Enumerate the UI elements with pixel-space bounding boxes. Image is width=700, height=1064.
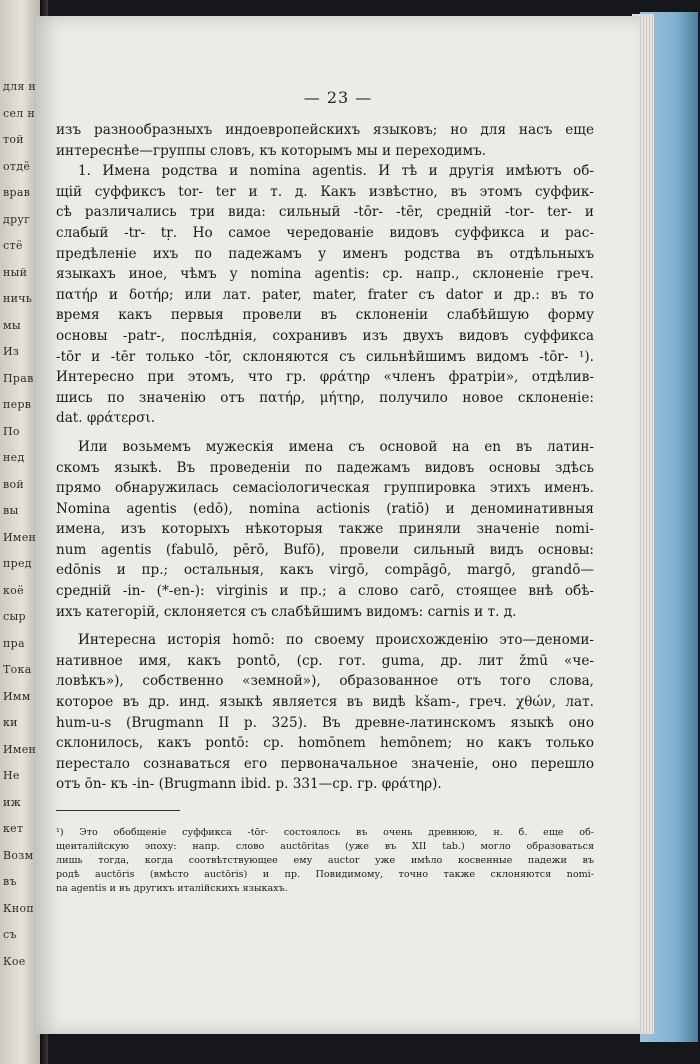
- left-page-line: отдё: [3, 159, 31, 173]
- text-line: отъ ōn- къ -in- (Brugmann ibid. p. 331—ср. гр. φράτηρ).: [56, 776, 442, 793]
- left-page-line: Не: [3, 769, 20, 782]
- left-page-line: вой: [3, 477, 25, 491]
- text-line: изъ разнообразныхъ индоевропейскихъ языковъ; но для насъ еще: [56, 122, 594, 138]
- text-line: нативное имя, какъ pontō, (ср. гот. guma, др. лит žmū «че-: [56, 652, 594, 669]
- footnote-line: лишь тогда, когда соотвѣтствующее ему auctor уже имѣло косвенные падежи въ: [56, 855, 594, 866]
- left-page-line: По: [3, 424, 20, 438]
- left-page-line: коё: [3, 583, 24, 597]
- text-line: Интересна исторія homō: по своему происхожденію это—деноми-: [78, 632, 594, 649]
- text-line: прямо обнаружилась семасіологическая группировка этихъ именъ.: [56, 480, 594, 497]
- text-line: Nomina agentis (edō), nomina actionis (ratiō) и деноминативныя: [56, 500, 594, 517]
- text-line: шись по значенію отъ πατήρ, μήτηρ, получило новое склоненіе:: [56, 389, 594, 406]
- left-page-line: друг: [3, 212, 31, 226]
- left-page-line: сыр: [3, 610, 26, 623]
- text-line: ихъ категорій, склоняется съ слабѣйшимъ видомъ: carnis и т. д.: [56, 603, 517, 620]
- left-page-line: той: [3, 133, 24, 146]
- left-page-line: нед: [3, 451, 25, 464]
- left-page-line: пред: [3, 557, 32, 570]
- previous-page-edge: [0, 0, 40, 1064]
- left-page-line: сел н: [3, 106, 35, 120]
- left-page-line: Кноп: [3, 901, 34, 915]
- left-page-line: Тока: [3, 663, 32, 676]
- text-line: средній -in- (*-en-): virginis и пр.; а слово carō, стоящее внѣ обѣ-: [56, 583, 594, 600]
- footnote: [56, 826, 594, 896]
- left-page-line: кет: [3, 822, 24, 835]
- text-line: щій суффиксъ tor- ter и т. д. Какъ извѣстно, въ этомъ суффик-: [56, 183, 594, 200]
- left-page-line: Возм: [3, 848, 34, 862]
- text-line: основы -patr-, послѣднія, сохранивъ изъ двухъ видовъ суффикса: [56, 327, 594, 344]
- text-line: которое въ др. инд. языкѣ является въ видѣ kšam-, греч. χθών, лат.: [56, 694, 594, 711]
- text-line: Интересно при этомъ, что гр. φράτηρ «членъ фратріи», отдѣлив-: [56, 369, 594, 386]
- book-page: [36, 16, 640, 1034]
- left-page-line: Кое: [3, 954, 26, 968]
- left-page-line: ки: [3, 716, 18, 729]
- paragraph-gap: [56, 429, 594, 437]
- left-page-line: ничь: [3, 292, 33, 305]
- text-line: edōnis и пр.; остальныя, какъ virgō, compāgō, margō, grandō—: [56, 562, 594, 579]
- text-line: πατήρ и δοτήρ; или лат. pater, mater, frater съ dator и др.: въ то: [56, 286, 594, 303]
- text-line: сѣ различались три вида: сильный -tōr- -tēr, средній -tor- ter- и: [56, 204, 594, 221]
- left-page-line: въ: [3, 875, 17, 888]
- text-line: -tōr и -tēr только -tōr, склоняются съ сильнѣйшимъ видомъ -tōr- ¹).: [56, 348, 594, 365]
- text-line: интереснѣе—группы словъ, къ которымъ мы и переходимъ.: [56, 142, 487, 159]
- text-line: языкахъ иное, чѣмъ у nomina agentis: ср. напр., склоненіе греч.: [56, 266, 594, 283]
- left-page-line: иж: [3, 795, 22, 809]
- left-page-line: Имен: [3, 742, 37, 756]
- paragraph-gap: [56, 622, 594, 630]
- footnote-line: щеиталійскую эпоху: напр. слово auctōritas (уже въ XII tab.) могло образоваться: [56, 841, 594, 852]
- footnote-line: na agentis и въ другихъ италійскихъ языкахъ.: [56, 883, 288, 894]
- left-page-line: перв: [3, 398, 32, 411]
- left-page-line: Имен: [3, 530, 37, 544]
- left-page-line: мы: [3, 318, 21, 332]
- left-page-line: пра: [3, 636, 25, 650]
- left-page-line: стё: [3, 239, 23, 252]
- text-line: слабый -tr- tṛ. Но самое чередованіе видовъ суффикса и рас-: [56, 224, 594, 241]
- text-line: перестало сознаваться его первоначальное значеніе, оно перешло: [56, 755, 594, 772]
- left-page-line: Из: [3, 345, 20, 358]
- left-page-line: Имм: [3, 689, 31, 703]
- text-line: скомъ языкѣ. Въ проведеніи по падежамъ видовъ основы здѣсь: [56, 459, 594, 476]
- left-page-line: съ: [3, 928, 17, 941]
- footnote-rule: [56, 810, 180, 811]
- text-line: 1. Имена родства и nomina agentis. И тѣ и другія имѣютъ об-: [78, 163, 594, 180]
- page-number: — 23 —: [303, 88, 373, 107]
- left-page-line: для н: [3, 80, 37, 93]
- text-line: время какъ первыя провели въ склоненіи слабѣйшую форму: [56, 307, 594, 324]
- footnote-line: ¹) Это обобщеніе суффикса -tōr- состоялось въ очень древнюю, н. б. еще об-: [56, 827, 594, 838]
- text-line: ловѣкъ»), собственно «земной»), образованное отъ того слова,: [56, 673, 594, 690]
- footnote-line: родѣ auctōris (вмѣсто auctōris) и пр. Повидимому, точно также склоняются nomi-: [56, 869, 594, 880]
- left-page-line: Прав: [3, 371, 34, 385]
- left-page-line: вы: [3, 504, 19, 517]
- text-line: dat. φράτερσι.: [56, 410, 156, 427]
- text-line: hum-u-s (Brugmann II p. 325). Въ древне-латинскомъ языкѣ оно: [56, 714, 594, 731]
- text-line: склонилось, какъ pontō: ср. homōnem hemōnem; но какъ только: [56, 735, 594, 752]
- text-line: имена, изъ которыхъ нѣкоторыя также приняли значеніе nomi-: [56, 521, 594, 538]
- text-line: Или возьмемъ мужескія имена съ основой на en въ латин-: [78, 438, 594, 455]
- left-page-line: врав: [3, 186, 31, 199]
- main-text: [56, 120, 594, 795]
- left-page-line: ный: [3, 265, 28, 279]
- text-line: num agentis (fabulō, pērō, Bufō), провели сильный видъ основы:: [56, 541, 594, 558]
- text-line: предѣленіе ихъ по падежамъ у именъ родства въ отдѣльныхъ: [56, 245, 594, 262]
